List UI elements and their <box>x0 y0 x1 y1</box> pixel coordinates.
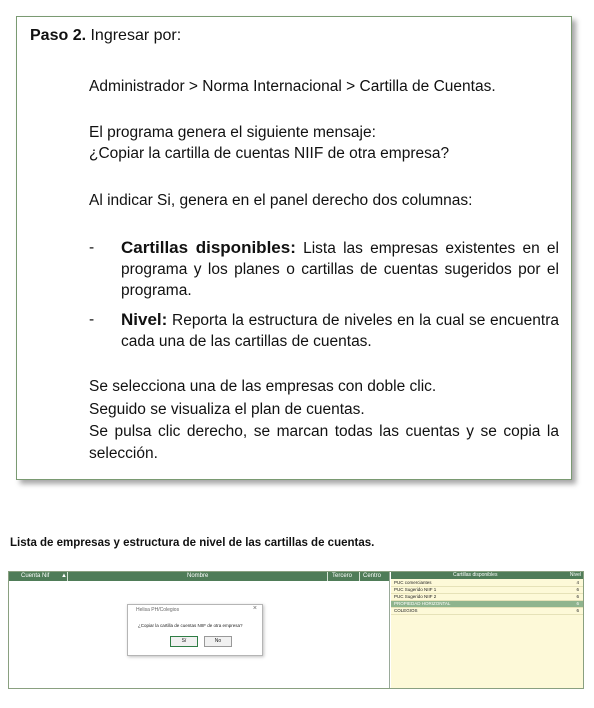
cartilla-row[interactable]: PUC Sugerido NIIF 2 6 <box>391 594 583 601</box>
no-button[interactable]: No <box>204 636 232 647</box>
col-tercero[interactable]: Tercero <box>332 573 353 579</box>
bullet-nivel <box>89 309 559 352</box>
cartillas-header <box>391 572 583 579</box>
col-nivel: Nivel <box>569 572 581 578</box>
step-heading <box>30 27 181 45</box>
accounts-grid <box>9 572 390 688</box>
closing-line-3-wrap <box>89 421 559 465</box>
si-intro: Al indicar Si, genera en el panel derecho dos columnas: <box>89 192 473 209</box>
cartilla-row[interactable]: PUC comerciantes 4 <box>391 580 583 587</box>
instruction-box <box>16 16 572 480</box>
col-nombre[interactable]: Nombre <box>187 573 209 579</box>
col-cartillas: Cartillas disponibles <box>453 572 498 578</box>
cartilla-row[interactable]: COLEGIOS 6 <box>391 608 583 615</box>
grid-header <box>9 572 389 581</box>
cartilla-row[interactable]: PUC Sugerido NIIF 1 6 <box>391 587 583 594</box>
bullet-text: Lista las empresas existentes en el programa y los planes o cartillas de cuentas sugeridos por el programa. <box>121 240 559 299</box>
message-intro: El programa genera el siguiente mensaje: <box>89 124 376 141</box>
close-icon[interactable]: × <box>252 605 257 612</box>
yes-button[interactable]: Sí <box>170 636 198 647</box>
message-question: ¿Copiar la cartilla de cuentas NIIF de otra empresa? <box>89 145 450 162</box>
dialog-message: ¿Copiar la cartilla de cuentas NIIF de otra empresa? <box>138 623 243 628</box>
col-centro[interactable]: Centro <box>363 573 382 579</box>
bullet-term: Cartillas disponibles: <box>121 238 296 257</box>
dialog-title: Helisa PH/Colegios <box>136 607 180 613</box>
cartillas-panel <box>391 572 583 688</box>
step-label: Paso 2. <box>30 27 87 44</box>
app-screenshot <box>8 571 584 689</box>
closing-line-1: Se selecciona una de las empresas con doble clic. <box>89 378 437 395</box>
bullet-term: Nivel: <box>121 310 168 329</box>
closing-line-2: Seguido se visualiza el plan de cuentas. <box>89 401 365 418</box>
closing-line-3: Se pulsa clic derecho, se marcan todas las cuentas y se copia la selección. <box>89 423 559 462</box>
bullet-cartillas <box>89 237 559 301</box>
bullet-dash: - <box>89 239 95 256</box>
col-cuenta-nif[interactable]: Cuenta Nif <box>21 573 50 579</box>
step-intro: Ingresar por: <box>90 27 182 44</box>
figure-caption: Lista de empresas y estructura de nivel de las cartillas de cuentas. <box>10 537 375 549</box>
menu-path: Administrador > Norma Internacional > Cartilla de Cuentas. <box>89 78 496 95</box>
sort-up-icon: ▲ <box>61 573 67 579</box>
bullet-dash: - <box>89 311 95 328</box>
cartilla-row-selected[interactable]: PROPIEDAD HORIZONTAL 6 <box>391 601 583 608</box>
bullet-text: Reporta la estructura de niveles en la cual se encuentra cada una de las cartillas de cuentas. <box>121 312 559 350</box>
copy-dialog <box>127 604 263 656</box>
